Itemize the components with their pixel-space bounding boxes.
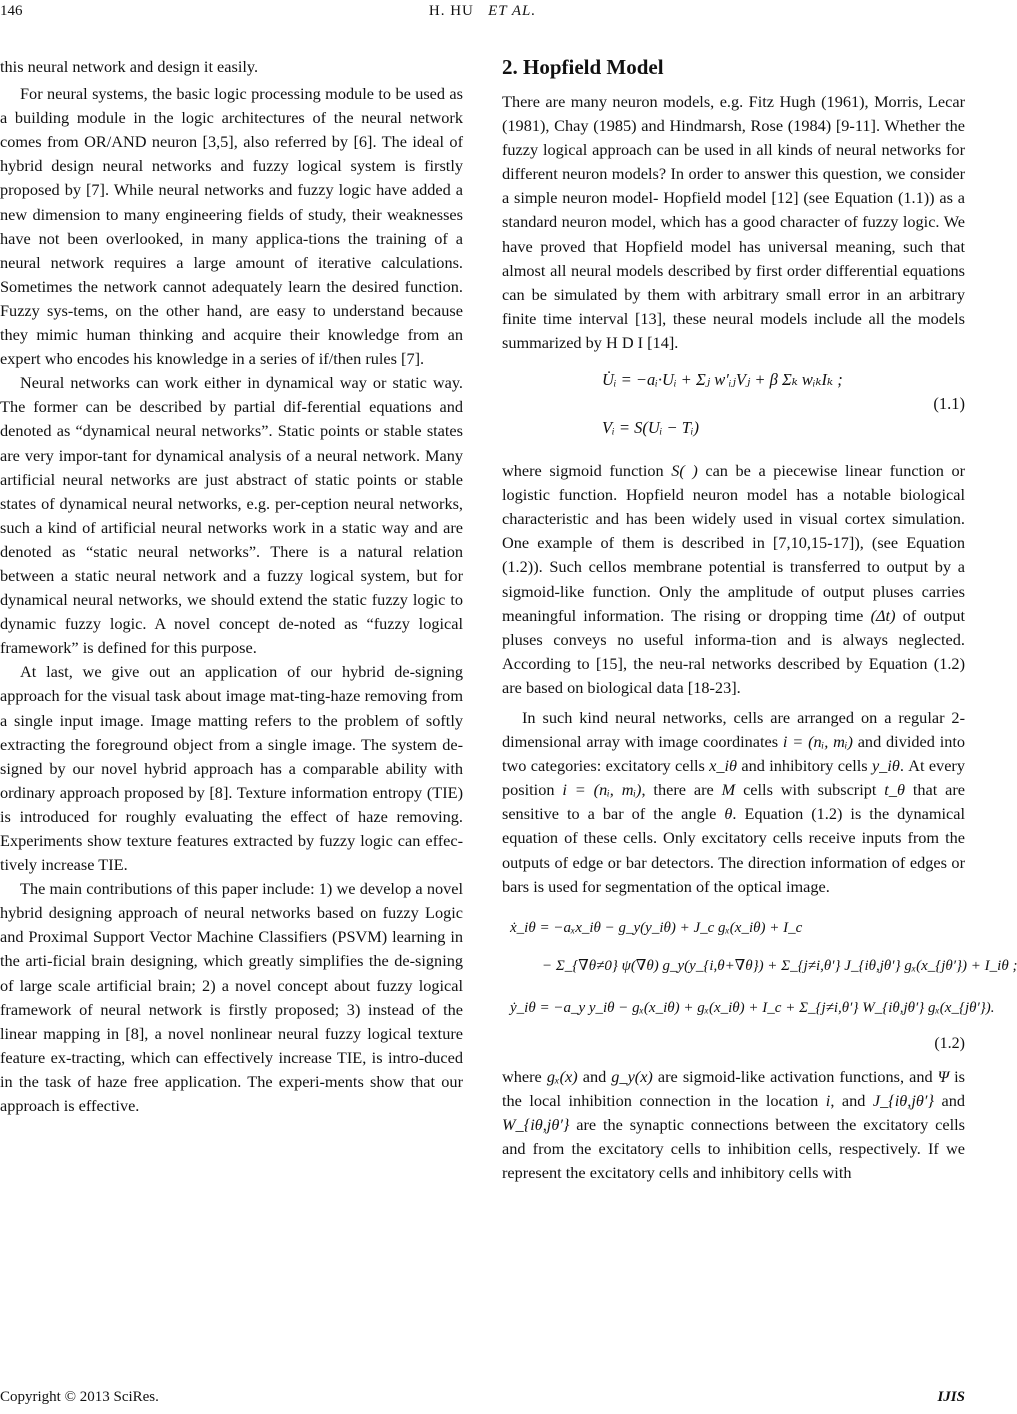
journal-abbrev: IJIS <box>937 1389 965 1405</box>
text-run: In such kind neural networks, cells are arranged on a regular 2-dimensional array with image coordinates <box>502 707 965 752</box>
text-run: and inhibitory cells <box>741 756 868 776</box>
equation-1-1 <box>502 363 965 449</box>
text-run: , there are <box>641 780 714 800</box>
equation-line: U̇ᵢ = −aᵢ·Uᵢ + Σⱼ w′ᵢⱼVⱼ + β Σₖ wᵢₖIₖ ; <box>602 370 843 390</box>
math-inline: x_iθ <box>709 756 738 776</box>
text-run: that are sensitive to a bar of the angle <box>502 780 966 824</box>
text-run: is the local inhibition connection in the location <box>502 1066 966 1110</box>
running-head-authors: H. HU <box>428 3 474 19</box>
equation-1-2 <box>502 905 1017 1055</box>
math-inline: Ψ <box>937 1066 950 1086</box>
paragraph <box>502 1065 965 1185</box>
math-inline: M <box>721 780 736 800</box>
math-inline: g_y(x) <box>611 1066 653 1086</box>
copyright-notice: Copyright © 2013 SciRes. <box>0 1389 159 1405</box>
math-inline: θ <box>724 804 733 824</box>
text-run: and divided into two categories: excitatory cells <box>502 732 966 776</box>
page-number: 146 <box>0 3 23 19</box>
equation-line: − Σ_{∇θ≠0} ψ(∇θ) g_y(y_{i,θ+∇θ}) + Σ_{j≠i,θ′} J_{iθ,jθ′} gₓ(x_{jθ′}) + I_iθ ; <box>542 957 1017 974</box>
text-run: , and <box>830 1090 866 1110</box>
equation-line: ẏ_iθ = −a_y y_iθ − gₓ(x_iθ) + gₓ(x_iθ) + I_c + Σ_{j≠i,θ′} W_{iθ,jθ′} gₓ(x_{jθ′}). <box>510 999 995 1016</box>
math-inline: S( ) <box>671 461 698 481</box>
text-run: of output pluses conveys no useful informa-tion and is always neglected. According to [15], the neu-ral networks described by Equation (1.2) are based on biological data [18-23]. <box>502 605 965 697</box>
math-inline: i = (nᵢ, mᵢ) <box>562 780 642 800</box>
right-column <box>502 52 1017 1185</box>
section-title: 2. Hopfield Model <box>502 55 664 79</box>
math-inline: t_θ <box>884 780 905 800</box>
paragraph: Neural networks can work either in dynamical way or static way. The former can be described by partial dif-ferential equations and denoted as “dynamical neural networks”. Static points or stable states are very impor-tant for dynamical analysis of a neural network. Many artificial neural networks are just abstract of static points or stable states of dynamical neural networks, e.g. per-ception neural networks, such a kind of artificial neural networks work in a static way and are denoted as “static neural networks”. There is a natural relation between a static neural network and a fuzzy logical system, but for dynamical neural networks, we should extend the static fuzzy logic to dynamic fuzzy logic. A novel concept de-noted as “fuzzy logical framework” is defined for this purpose. <box>0 373 463 658</box>
math-inline: gₓ(x) <box>546 1066 578 1086</box>
text-run: . Equation (1.2) is the dynamical equation of these cells. Only excitatory cells receive inputs from the outputs of edge or bar detectors. The direction information of edges or bars is used for segmentation of the optical image. <box>502 804 965 896</box>
left-column <box>0 52 463 1118</box>
paragraph <box>502 459 965 700</box>
text-run: . At every position <box>502 756 965 800</box>
paragraph: The main contributions of this paper include: 1) we develop a novel hybrid designing approach of neural networks based on fuzzy Logic and Proximal Support Vector Machine Classifiers (PSVM) learning in the arti-ficial brain designing, which greatly simplifies the de-signing of large scale artificial brain; 2) a novel concept about fuzzy logical framework of neural network is firstly proposed; 3) instead of the linear mapping in [8], a novel nonlinear neural fuzzy logical texture feature ex-tracting, which can effectively increase TIE, is intro-duced in the task of haze free application. The experi-ments show that our approach is effective. <box>0 879 463 1116</box>
math-inline: J_{iθ,jθ′} <box>872 1090 934 1110</box>
math-inline: (Δt) <box>870 605 896 625</box>
text-run: and <box>582 1066 607 1086</box>
math-inline: y_iθ <box>871 756 900 776</box>
page-footer <box>0 1384 965 1406</box>
paragraph <box>502 706 965 899</box>
equation-line: ẋ_iθ = −aₓx_iθ − g_y(y_iθ) + J_c gₓ(x_iθ) + I_c <box>510 919 803 936</box>
paragraph: There are many neuron models, e.g. Fitz Hugh (1961), Morris, Lecar (1981), Chay (1985) and Hindmarsh, Rose (1984) [9-11]. Whether the fuzzy logical approach can be used in all kinds of neural networks for different neuron models? In order to answer this question, we consider a simple neuron model- Hopfield model [12] (see Equation (1.1)) as a standard neuron model, which has a good character of fuzzy logic. We have proved that Hopfield model has universal meaning, such that almost all neural models described by first order differential equations can be simulated by them with arbitrary small error in an arbitrary finite time interval [13], these neural models include all the models summarized by H D I [14]. <box>502 92 965 352</box>
equation-line: Vᵢ = S(Uᵢ − Tᵢ) <box>602 418 700 438</box>
text-run: are the synaptic connections between the excitatory cells and from the excitatory cells to inhibition cells, respectively. If we represent the excitatory cells and inhibitory cells with <box>502 1114 965 1183</box>
math-inline: i = (nᵢ, mᵢ) <box>782 732 853 752</box>
equation-number: (1.2) <box>934 1034 965 1052</box>
text-run: where sigmoid function <box>502 461 664 481</box>
paragraph: For neural systems, the basic logic processing module to be used as a building module in the logic architectures of the neural network comes from OR/AND neuron [3,5], also referred by [6]. The ideal of hybrid design neural networks and fuzzy logical system is firstly proposed by [7]. While neural networks and fuzzy logic have added a new dimension to many engineering fields of study, their weaknesses have not been overlooked, in many applica-tions the training of a neural network requires a large amount of iterative calculations. Sometimes the network cannot adequately learn the desired function. Fuzzy sys-tems, on the other hand, are easy to understand because they mimic human thinking and acquire their knowledge from an expert who encodes his knowledge in a series of if/then rules [7]. <box>0 84 463 369</box>
paragraph: this neural network and design it easily. <box>0 57 259 76</box>
math-inline: i <box>825 1090 831 1110</box>
text-run: are sigmoid-like activation functions, and <box>657 1066 933 1086</box>
text-run: and <box>941 1090 965 1110</box>
text-run: where <box>502 1066 542 1086</box>
text-run: can be a piecewise linear function or logistic function. Hopfield neuron model has a notable biological characteristic and has been widely used in visual cortex simulation. One example of them is described in [7,10,15-17]), (see Equation (1.2)). Such cellos membrane potential is transferred to output by a sigmoid-like function. Only the amplitude of output pluses carries meaningful information. The rising or dropping time <box>502 461 966 625</box>
math-inline: W_{iθ,jθ′} <box>502 1114 570 1134</box>
running-head-et-al: ET AL. <box>488 3 537 19</box>
paragraph: At last, we give out an application of our hybrid de-signing approach for the visual task about image mat-ting-haze removing from a single input image. Image matting refers to the problem of softly extracting the foreground object from a single image. The system de-signed by our novel hybrid approach has a comparable ability with ordinary approach proposed by [8]. Texture information entropy (TIE) is introduced for roughly evaluating the effect of haze removing. Experiments show texture features extracted by fuzzy logic can effec-tively increase TIE. <box>0 662 463 875</box>
equation-number: (1.1) <box>933 394 965 414</box>
page-header <box>0 0 965 40</box>
text-run: cells with subscript <box>743 780 877 800</box>
running-head <box>0 3 965 20</box>
